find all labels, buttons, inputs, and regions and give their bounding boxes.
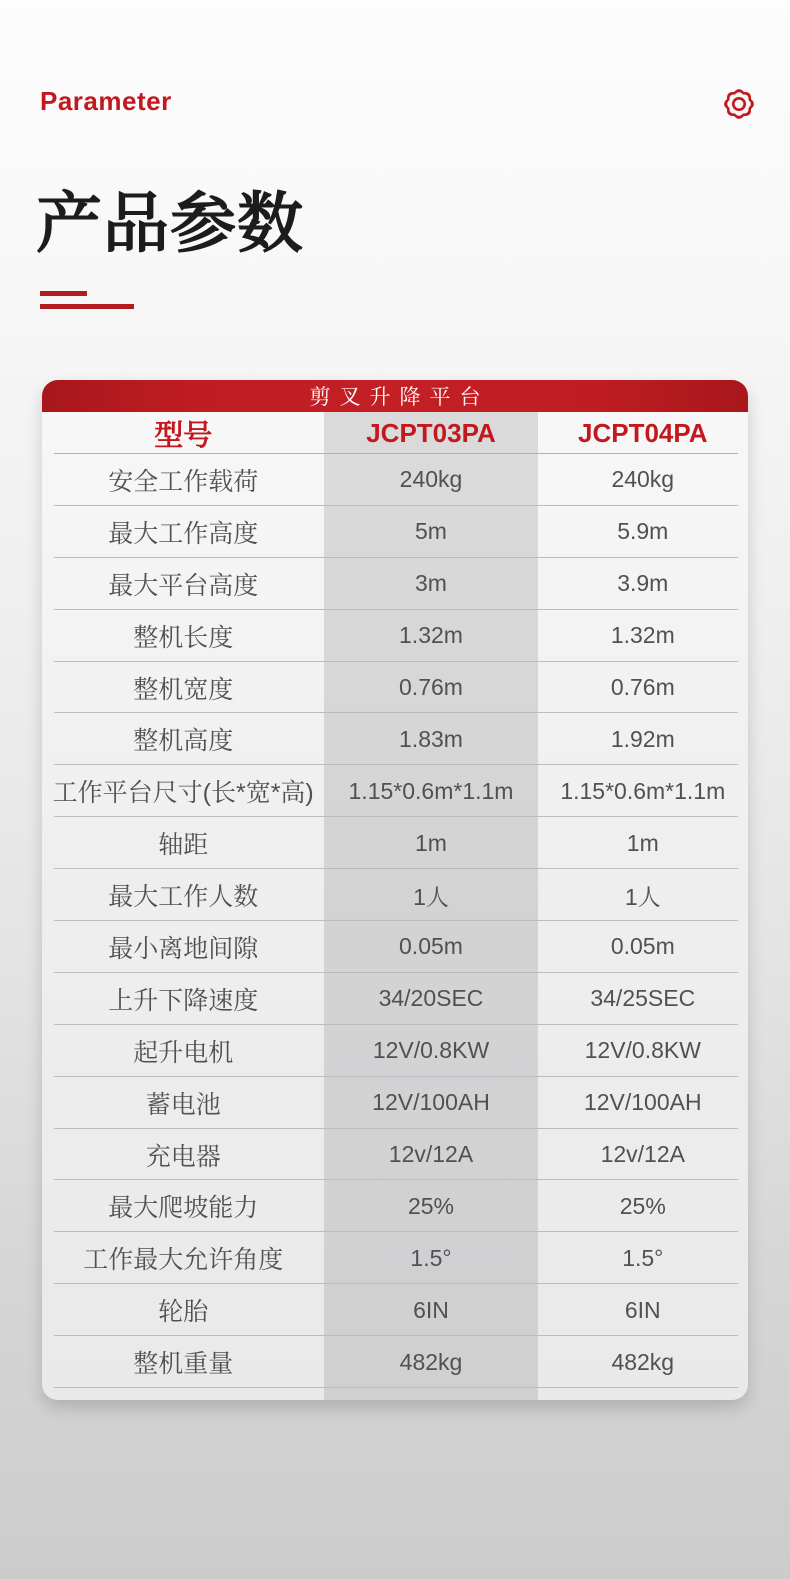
spec-row bbox=[42, 765, 748, 817]
spec-value-jcpt03pa: 34/20SEC bbox=[378, 985, 484, 1012]
spec-value-jcpt04pa: 1.15*0.6m*1.1m bbox=[560, 777, 726, 804]
spec-value-jcpt03pa: 1.83m bbox=[399, 725, 463, 752]
spec-label: 充电器 bbox=[145, 1142, 221, 1171]
spec-row bbox=[42, 662, 748, 714]
spec-row bbox=[42, 454, 748, 506]
spec-label: 最大平台高度 bbox=[108, 571, 259, 600]
spec-label: 最小离地间隙 bbox=[108, 934, 259, 963]
spec-value-jcpt03pa: 12V/100AH bbox=[372, 1089, 490, 1116]
spec-value-jcpt04pa: 482kg bbox=[611, 1348, 675, 1375]
spec-label: 蓄电池 bbox=[145, 1090, 221, 1119]
spec-value-jcpt03pa: 0.05m bbox=[399, 933, 463, 960]
spec-value-jcpt04pa: 34/25SEC bbox=[590, 985, 696, 1012]
spec-value-jcpt03pa: 25% bbox=[407, 1192, 455, 1219]
spec-table-bottom-padding bbox=[42, 1388, 748, 1400]
spec-value-jcpt04pa: 0.05m bbox=[610, 933, 675, 960]
spec-value-jcpt04pa: 12v/12A bbox=[600, 1141, 685, 1168]
spec-value-jcpt03pa: 12V/0.8KW bbox=[372, 1037, 490, 1064]
spec-row bbox=[42, 1077, 748, 1129]
spec-label: 工作最大允许角度 bbox=[83, 1246, 284, 1275]
spec-row bbox=[42, 1284, 748, 1336]
spec-value-jcpt04pa: 12V/100AH bbox=[583, 1089, 702, 1116]
spec-value-jcpt03pa: 1.32m bbox=[399, 622, 463, 649]
spec-table-title: 剪叉升降平台 bbox=[42, 380, 748, 412]
spec-label: 轮胎 bbox=[158, 1298, 209, 1327]
spec-label: 整机高度 bbox=[133, 727, 234, 756]
spec-label: 整机长度 bbox=[133, 623, 234, 652]
spec-table-card bbox=[42, 380, 748, 1400]
title-accent-bar-long bbox=[40, 304, 134, 309]
spec-value-jcpt04pa: 5.9m bbox=[617, 518, 669, 545]
spec-value-jcpt04pa: 240kg bbox=[611, 466, 675, 493]
spec-row bbox=[42, 817, 748, 869]
gear-icon bbox=[719, 84, 759, 124]
spec-value-jcpt04pa: 25% bbox=[619, 1192, 666, 1219]
spec-label: 最大爬坡能力 bbox=[108, 1194, 259, 1223]
spec-row bbox=[42, 610, 748, 662]
spec-label: 安全工作载荷 bbox=[108, 467, 259, 496]
spec-value-jcpt04pa: 6IN bbox=[624, 1296, 661, 1323]
spec-label: 整机宽度 bbox=[133, 675, 234, 704]
spec-label: 起升电机 bbox=[133, 1038, 234, 1067]
spec-value-jcpt04pa: 0.76m bbox=[610, 674, 675, 700]
spec-value-jcpt03pa: 1.15*0.6m*1.1m bbox=[348, 777, 514, 804]
spec-column-jcpt03pa: JCPT03PA bbox=[366, 417, 496, 448]
spec-label: 轴距 bbox=[158, 831, 209, 860]
spec-value-jcpt03pa: 482kg bbox=[399, 1348, 463, 1375]
spec-table-header-row bbox=[42, 412, 748, 454]
spec-value-jcpt03pa: 5m bbox=[415, 518, 447, 545]
spec-row bbox=[42, 1129, 748, 1181]
spec-label: 上升下降速度 bbox=[108, 986, 259, 1015]
spec-value-jcpt03pa: 1.5° bbox=[410, 1244, 452, 1271]
spec-label: 最大工作高度 bbox=[108, 519, 259, 548]
spec-row bbox=[42, 1232, 748, 1284]
spec-table-rows bbox=[42, 454, 748, 1388]
spec-row bbox=[42, 506, 748, 558]
spec-row bbox=[42, 921, 748, 973]
spec-row bbox=[42, 558, 748, 610]
spec-row bbox=[42, 713, 748, 765]
spec-value-jcpt03pa: 6IN bbox=[413, 1296, 449, 1323]
spec-value-jcpt04pa: 1.92m bbox=[610, 725, 675, 752]
spec-value-jcpt03pa: 240kg bbox=[399, 466, 463, 493]
spec-value-jcpt03pa: 0.76m bbox=[399, 674, 463, 700]
spec-row bbox=[42, 869, 748, 921]
spec-value-jcpt04pa: 1.32m bbox=[610, 622, 675, 649]
spec-row bbox=[42, 1180, 748, 1232]
spec-value-jcpt03pa: 1m bbox=[415, 829, 447, 856]
title-accent-bar-short bbox=[40, 291, 87, 296]
spec-column-model: 型号 bbox=[154, 419, 213, 452]
spec-value-jcpt04pa: 1.5° bbox=[622, 1244, 664, 1271]
spec-column-jcpt04pa: JCPT04PA bbox=[577, 417, 708, 448]
spec-value-jcpt04pa: 3.9m bbox=[617, 570, 669, 597]
section-eyebrow: Parameter bbox=[40, 86, 172, 116]
spec-value-jcpt04pa: 1人 bbox=[624, 883, 661, 910]
spec-row bbox=[42, 1336, 748, 1388]
spec-value-jcpt03pa: 3m bbox=[415, 570, 447, 597]
spec-row bbox=[42, 1025, 748, 1077]
page-title: 产品参数 bbox=[36, 186, 304, 260]
spec-label: 整机重量 bbox=[133, 1350, 234, 1379]
spec-row bbox=[42, 973, 748, 1025]
spec-value-jcpt03pa: 12v/12A bbox=[388, 1141, 474, 1168]
spec-value-jcpt03pa: 1人 bbox=[413, 883, 449, 910]
spec-value-jcpt04pa: 12V/0.8KW bbox=[584, 1037, 701, 1064]
spec-value-jcpt04pa: 1m bbox=[626, 829, 659, 856]
spec-label: 工作平台尺寸(长*宽*高) bbox=[52, 779, 314, 808]
spec-label: 最大工作人数 bbox=[108, 883, 259, 912]
